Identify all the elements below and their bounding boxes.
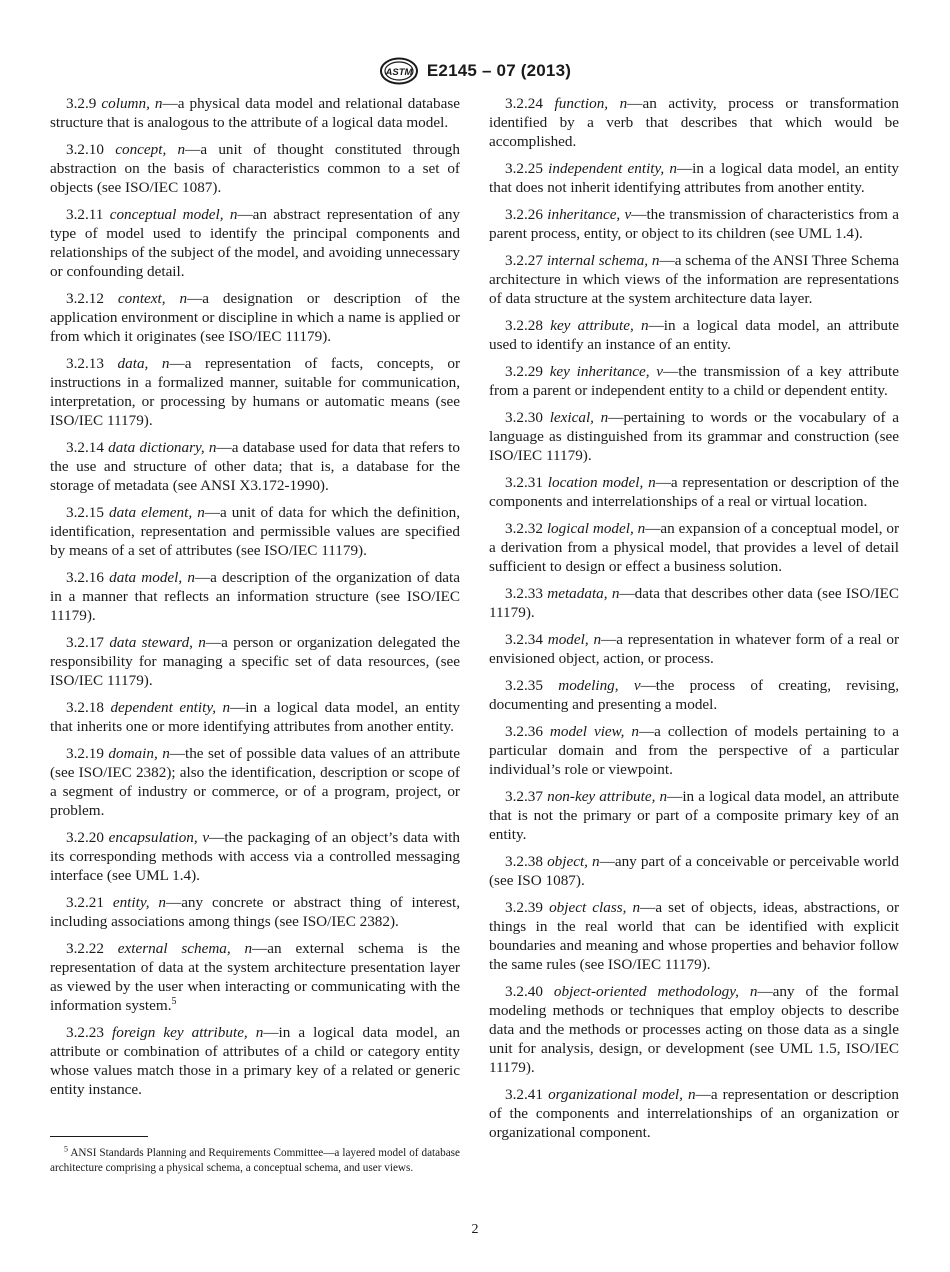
definition-term: column, n xyxy=(101,95,163,112)
definition-term: object class, n xyxy=(549,899,641,916)
definition-text: —in a logical data model, an attribute used to identify an instance of an entity. xyxy=(489,317,899,353)
definition-entry xyxy=(489,787,899,844)
definition-entry xyxy=(489,408,899,465)
definition-term: key attribute, n xyxy=(550,317,649,334)
definition-number: 3.2.21 xyxy=(66,894,104,911)
definition-entry xyxy=(50,354,460,430)
definition-text: —in a logical data model, an attribute or combination of attributes of a child or category entity whose values match those in a primary key of a related or generic entity instance. xyxy=(50,1024,460,1098)
definition-entry xyxy=(50,94,460,132)
footnote-divider xyxy=(50,1136,148,1137)
definition-number: 3.2.40 xyxy=(505,983,543,1000)
definition-number: 3.2.39 xyxy=(505,899,543,916)
definition-entry xyxy=(50,503,460,560)
definition-text: —an abstract representation of any type of model used to identify the principal components and relationships of the subject of the model, and avoiding unnecessary or confounding detail. xyxy=(50,206,461,280)
definition-number: 3.2.12 xyxy=(66,290,104,307)
definition-number: 3.2.17 xyxy=(66,634,104,651)
definition-term: external schema, n xyxy=(117,940,253,957)
left-column xyxy=(50,94,460,1107)
document-code: E2145 – 07 (2013) xyxy=(426,61,572,80)
definition-term: organizational model, n xyxy=(548,1086,696,1103)
definition-number: 3.2.24 xyxy=(505,95,543,112)
definition-number: 3.2.33 xyxy=(505,585,543,602)
definition-number: 3.2.19 xyxy=(66,745,104,762)
definition-number: 3.2.11 xyxy=(66,206,104,223)
footnote-mark: 5 xyxy=(64,1144,68,1154)
definition-text: —a collection of models pertaining to a particular domain and from the perspective of a particular individual’s role or viewpoint. xyxy=(489,723,900,778)
definition-text: —the transmission of characteristics from a parent process, entity, or object to its children (see UML 1.4). xyxy=(489,206,899,242)
definition-entry xyxy=(50,205,460,281)
definition-number: 3.2.25 xyxy=(505,160,543,177)
definition-term: model view, n xyxy=(549,723,639,740)
definition-entry xyxy=(489,362,899,400)
definition-entry xyxy=(489,316,899,354)
definition-text: —any concrete or abstract thing of interest, including associations among things (see ISO/IEC 2382). xyxy=(50,894,460,930)
definition-entry xyxy=(489,630,899,668)
definition-entry xyxy=(489,1085,899,1142)
definition-term: independent entity, n xyxy=(548,160,677,177)
definition-entry xyxy=(50,1023,460,1099)
footnote-text: ANSI Standards Planning and Requirements Committee—a layered model of database architecture comprising a physical schema, a conceptual schema, and user views. xyxy=(50,1147,460,1174)
definition-term: data element, n xyxy=(109,504,205,521)
definition-term: data, n xyxy=(117,355,170,372)
definition-term: inheritance, v xyxy=(547,206,632,223)
definition-entry xyxy=(489,898,899,974)
definition-entry xyxy=(50,289,460,346)
definition-entry xyxy=(50,939,460,1015)
definition-term: object, n xyxy=(547,853,600,870)
definition-text: —pertaining to words or the vocabulary of a language as distinguished from its grammar and construction (see ISO/IEC 11179). xyxy=(489,409,899,464)
definition-entry xyxy=(50,698,460,736)
definition-term: data dictionary, n xyxy=(108,439,217,456)
definition-text: —an external schema is the representation of data at the system architecture presentation layer as viewed by the user when interacting or communicating with the information system. xyxy=(50,940,461,1014)
definition-text: —an activity, process or transformation identified by a verb that describes that which would be accomplished. xyxy=(489,95,899,150)
definition-text: —in a logical data model, an entity that inherits one or more identifying attributes from another entity. xyxy=(50,699,461,735)
definition-number: 3.2.9 xyxy=(66,95,97,112)
definition-text: —a designation or description of the application environment or discipline in which a name is applied or from which it originates (see ISO/IEC 11179). xyxy=(50,290,460,345)
definition-term: entity, n xyxy=(112,894,166,911)
definition-text: —in a logical data model, an entity that does not inherit identifying attributes from another entity. xyxy=(489,160,900,196)
definition-text: —any of the formal modeling methods or techniques that employ objects to describe data and the methods or processes acting on those data as a single unit for analysis, design, or development (see UML 1.5, ISO/IEC 11179). xyxy=(489,983,899,1076)
definition-number: 3.2.38 xyxy=(505,853,543,870)
definition-text: —a database used for data that refers to the use and structure of other data; that is, a database for the storage of metadata (see ANSI X3.172-1990). xyxy=(50,439,460,494)
definition-number: 3.2.18 xyxy=(66,699,104,716)
definition-text: —a schema of the ANSI Three Schema architecture in which views of the information are representations of data structure at the system architecture data layer. xyxy=(489,252,900,307)
definition-text: —data that describes other data (see ISO/IEC 11179). xyxy=(489,585,900,621)
definition-number: 3.2.37 xyxy=(505,788,543,805)
definition-term: non-key attribute, n xyxy=(547,788,668,805)
svg-text:ASTM: ASTM xyxy=(385,67,413,78)
definition-text: —a set of objects, ideas, abstractions, or things in the real world that can be identified with explicit boundaries and meaning and whose properties and behavior follow the same rules (see ISO/IEC 11179). xyxy=(489,899,900,973)
definition-text: —a person or organization delegated the responsibility for managing a specific set of data resources, (see ISO/IEC 11179). xyxy=(50,634,460,689)
definition-number: 3.2.30 xyxy=(505,409,543,426)
definition-number: 3.2.32 xyxy=(505,520,543,537)
definition-text: —a representation or description of the components and interrelationships of an organization or organizational component. xyxy=(489,1086,899,1141)
definition-text: —a unit of thought constituted through abstraction on the basis of characteristics common to a set of objects (see ISO/IEC 1087). xyxy=(50,141,460,196)
definition-term: encapsulation, v xyxy=(108,829,210,846)
definition-entry xyxy=(489,852,899,890)
definition-text: —the transmission of a key attribute from a parent or independent entity to a child or dependent entity. xyxy=(489,363,900,399)
definition-number: 3.2.14 xyxy=(66,439,104,456)
definition-entry xyxy=(489,676,899,714)
definition-text: —a representation in whatever form of a real or envisioned object, action, or process. xyxy=(489,631,900,667)
definition-entry xyxy=(50,744,460,820)
definition-number: 3.2.15 xyxy=(66,504,104,521)
definition-text: —the process of creating, revising, documenting and presenting a model. xyxy=(489,677,899,713)
definition-entry xyxy=(489,473,899,511)
definition-number: 3.2.31 xyxy=(505,474,543,491)
definition-term: foreign key attribute, n xyxy=(112,1024,264,1041)
definition-term: context, n xyxy=(117,290,188,307)
definition-term: logical model, n xyxy=(546,520,646,537)
definition-text: —an expansion of a conceptual model, or a derivation from a physical model, that provides a level of detail sufficient to design or effect a business solution. xyxy=(489,520,900,575)
definition-number: 3.2.35 xyxy=(505,677,543,694)
definition-term: location model, n xyxy=(547,474,656,491)
definition-term: key inheritance, v xyxy=(549,363,664,380)
definition-text: —the packaging of an object’s data with its corresponding methods with access via a controlled messaging interface (see UML 1.4). xyxy=(50,829,460,884)
definition-text: —a representation or description of the components and interrelationships of a real or virtual location. xyxy=(489,474,900,510)
definition-term: modeling, v xyxy=(558,677,641,694)
definition-entry xyxy=(489,94,899,151)
definition-entry xyxy=(50,140,460,197)
definition-term: data model, n xyxy=(109,569,195,586)
footnote-reference: 5 xyxy=(171,995,177,1007)
definition-text: —a physical data model and relational database structure that is analogous to the attribute of a logical data model. xyxy=(50,95,461,131)
definition-text: —the set of possible data values of an attribute (see ISO/IEC 2382); also the identification, description or scope of a segment of industry or commerce, or of a program, project, or problem. xyxy=(50,745,461,819)
definition-entry xyxy=(489,159,899,197)
definition-entry xyxy=(489,982,899,1077)
definition-number: 3.2.41 xyxy=(505,1086,543,1103)
definition-entry xyxy=(50,568,460,625)
definition-term: function, n xyxy=(554,95,628,112)
definition-number: 3.2.20 xyxy=(66,829,104,846)
definition-text: —a unit of data for which the definition, identification, representation and permissible values are specified by means of a set of attributes (see ISO/IEC 11179). xyxy=(50,504,460,559)
definition-text: —in a logical data model, an attribute that is not the primary or part of a composite primary key of an entity. xyxy=(489,788,899,843)
definition-number: 3.2.27 xyxy=(505,252,543,269)
definition-number: 3.2.36 xyxy=(505,723,543,740)
definition-number: 3.2.26 xyxy=(505,206,543,223)
definition-number: 3.2.34 xyxy=(505,631,543,648)
definition-term: domain, n xyxy=(108,745,170,762)
definition-number: 3.2.29 xyxy=(505,363,543,380)
page-number: 2 xyxy=(471,1222,479,1237)
definition-term: data steward, n xyxy=(109,634,206,651)
definition-number: 3.2.10 xyxy=(66,141,104,158)
definition-entry xyxy=(50,828,460,885)
definition-text: —a representation of facts, concepts, or instructions in a formalized manner, suitable for communication, interpretation, or processing by humans or automatic means (see ISO/IEC 11179). xyxy=(50,355,461,429)
astm-logo-icon xyxy=(379,57,419,85)
definition-entry xyxy=(50,633,460,690)
definition-term: object-oriented methodology, n xyxy=(553,983,758,1000)
definition-entry xyxy=(489,519,899,576)
definition-number: 3.2.13 xyxy=(66,355,104,372)
definition-term: lexical, n xyxy=(549,409,609,426)
page-header xyxy=(0,56,950,86)
definition-number: 3.2.16 xyxy=(66,569,104,586)
definition-entry xyxy=(50,893,460,931)
definition-term: model, n xyxy=(547,631,602,648)
definition-term: internal schema, n xyxy=(546,252,660,269)
definition-entry xyxy=(489,584,899,622)
definition-number: 3.2.23 xyxy=(66,1024,104,1041)
definition-text: —any part of a conceivable or perceivable world (see ISO 1087). xyxy=(489,853,899,889)
definition-entry xyxy=(489,251,899,308)
definition-number: 3.2.28 xyxy=(505,317,543,334)
definition-entry xyxy=(489,205,899,243)
definition-entry xyxy=(489,722,899,779)
definition-term: metadata, n xyxy=(547,585,620,602)
definition-number: 3.2.22 xyxy=(66,940,104,957)
right-column xyxy=(489,94,899,1150)
definition-term: conceptual model, n xyxy=(109,206,238,223)
definition-term: concept, n xyxy=(115,141,186,158)
footnote xyxy=(50,1146,460,1175)
definition-text: —a description of the organization of data in a manner that reflects an information structure (see ISO/IEC 11179). xyxy=(50,569,461,624)
definition-term: dependent entity, n xyxy=(110,699,231,716)
definition-entry xyxy=(50,438,460,495)
